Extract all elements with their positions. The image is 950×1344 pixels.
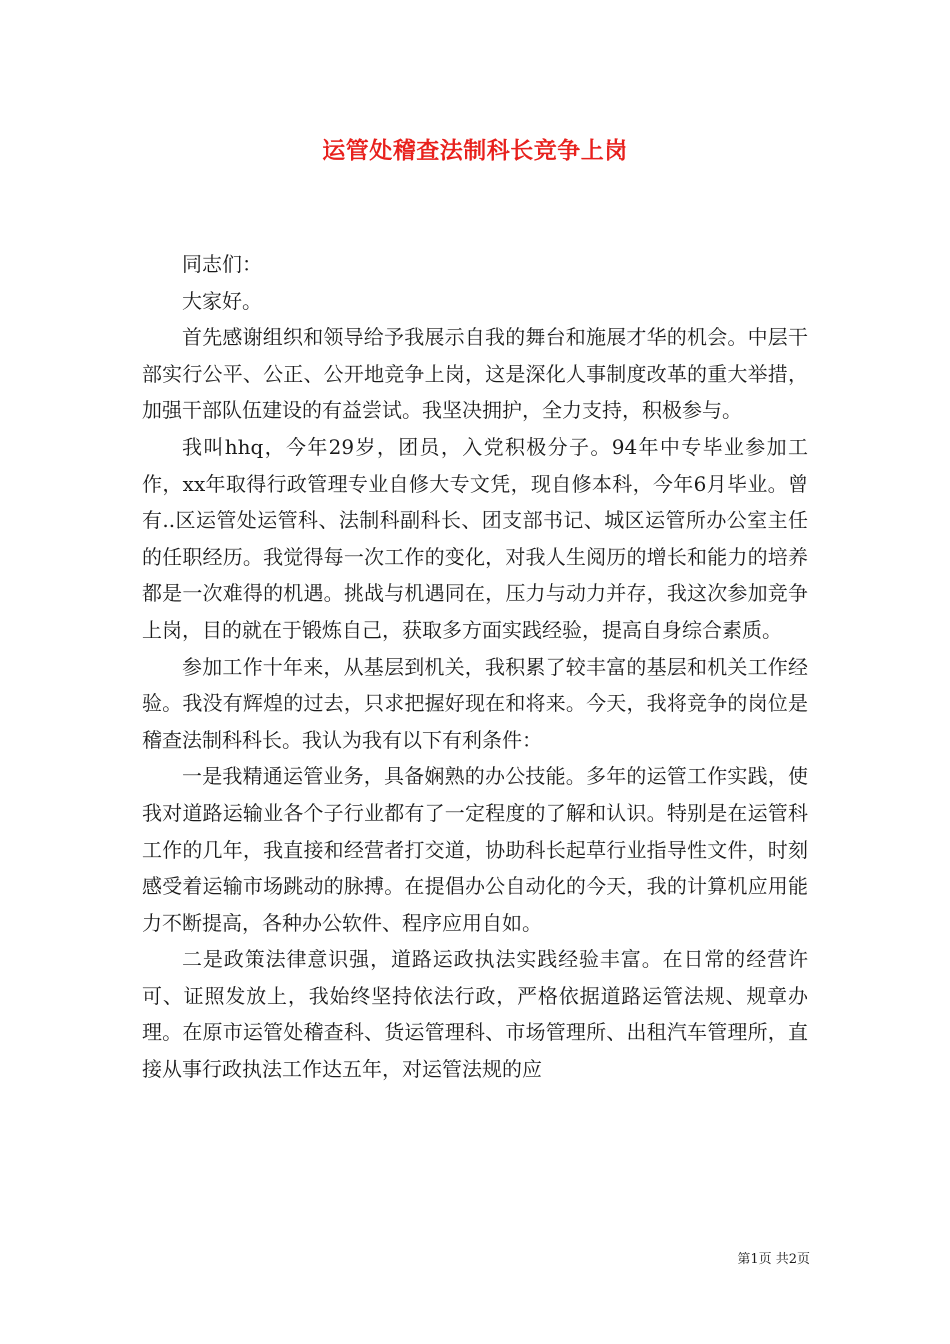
page-number: 第1页 共2页 <box>737 1252 810 1267</box>
paragraph-point-one: 一是我精通运管业务，具备娴熟的办公技能。多年的运管工作实践，使我对道路运输业各个子行业都有了一定程度的了解和认识。特别是在运管科工作的几年，我直接和经营者打交道，协助科长起草行业指导性文件，时刻感受着运输市场跳动的脉搏。在提倡办公自动化的今天，我的计算机应用能力不断提高，各种办公软件、程序应用自如。 <box>142 764 808 935</box>
document-title: 运管处稽查法制科长竞争上岗 <box>322 137 628 164</box>
paragraph-introduction: 我叫hhq，今年29岁，团员，入党积极分子。94年中专毕业参加工作，xx年取得行政管理专业自修大专文凭，现自修本科，今年6月毕业。曾有..区运管处运管科、法制科副科长、团支部书记、城区运管所办公室主任的任职经历。我觉得每一次工作的变化，对我人生阅历的增长和能力的培养都是一次难得的机遇。挑战与机遇同在，压力与动力并存，我这次参加竞争上岗，目的就在于锻炼自己，获取多方面实践经验，提高自身综合素质。 <box>142 434 808 642</box>
document-body <box>142 246 808 1088</box>
paragraph-salutation: 同志们： <box>182 252 262 276</box>
paragraph-thanks: 首先感谢组织和领导给予我展示自我的舞台和施展才华的机会。中层干部实行公平、公正、公开地竞争上岗，这是深化人事制度改革的重大举措，加强干部队伍建设的有益尝试。我坚决拥护，全力支持，积极参与。 <box>142 325 808 423</box>
paragraph-point-two: 二是政策法律意识强，道路运政执法实践经验丰富。在日常的经营许可、证照发放上，我始终坚持依法行政，严格依据道路运管法规、规章办理。在原市运管处稽查科、货运管理科、市场管理所、出租汽车管理所，直接从事行政执法工作达五年，对运管法规的应 <box>142 947 808 1082</box>
paragraph-greeting: 大家好。 <box>182 288 262 313</box>
paragraph-experience: 参加工作十年来，从基层到机关，我积累了较丰富的基层和机关工作经验。我没有辉煌的过去，只求把握好现在和将来。今天，我将竞争的岗位是稽查法制科科长。我认为我有以下有利条件： <box>142 654 808 752</box>
